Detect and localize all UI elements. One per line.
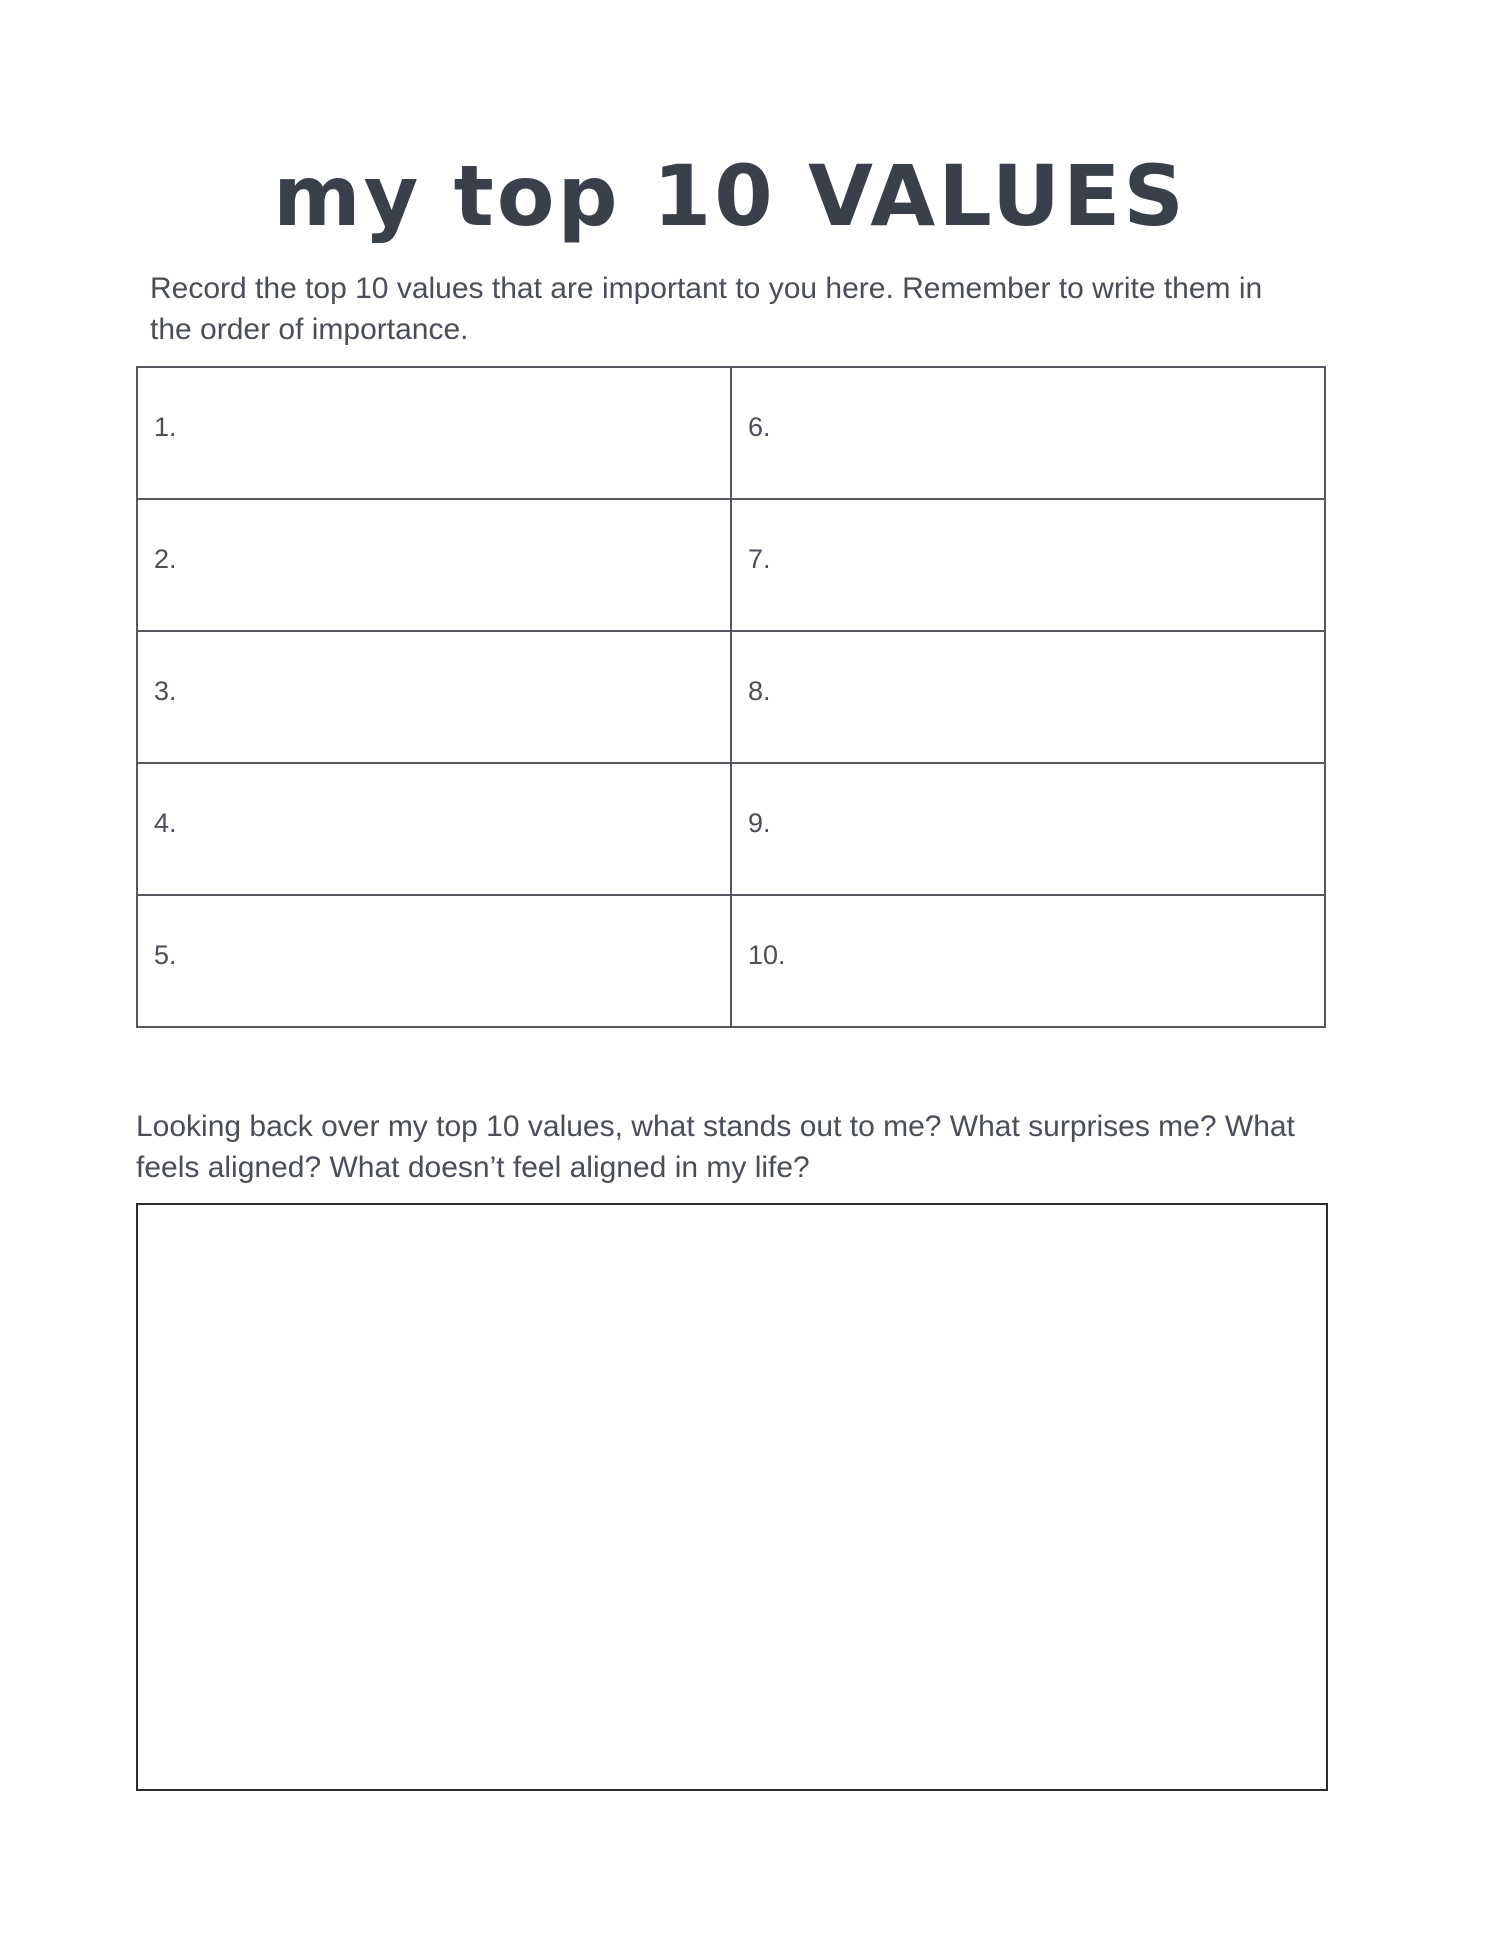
table-row	[137, 631, 1325, 763]
reflection-answer-box[interactable]	[136, 1203, 1328, 1791]
table-row	[137, 499, 1325, 631]
value-slot-2[interactable]	[137, 499, 731, 631]
value-number: 3.	[154, 675, 177, 706]
value-number: 5.	[154, 939, 177, 970]
value-slot-5[interactable]	[137, 895, 731, 1027]
value-slot-6[interactable]	[731, 367, 1325, 499]
page-title: my top 10 VALUES	[273, 147, 1187, 246]
values-table	[136, 366, 1326, 1028]
value-slot-7[interactable]	[731, 499, 1325, 631]
value-slot-3[interactable]	[137, 631, 731, 763]
value-number: 7.	[748, 543, 771, 574]
reflection-prompt: Looking back over my top 10 values, what stands out to me? What surprises me? What feels aligned? What doesn’t feel aligned in my life?	[136, 1110, 1295, 1184]
value-number: 8.	[748, 675, 771, 706]
value-slot-9[interactable]	[731, 763, 1325, 895]
value-slot-1[interactable]	[137, 367, 731, 499]
table-row	[137, 763, 1325, 895]
table-row	[137, 895, 1325, 1027]
value-slot-10[interactable]	[731, 895, 1325, 1027]
value-slot-4[interactable]	[137, 763, 731, 895]
table-row	[137, 367, 1325, 499]
value-number: 10.	[748, 939, 786, 970]
instructions-text: Record the top 10 values that are important to you here. Remember to write them in the order of importance.	[150, 272, 1263, 346]
value-number: 9.	[748, 807, 771, 838]
value-number: 6.	[748, 411, 771, 442]
value-number: 2.	[154, 543, 177, 574]
value-slot-8[interactable]	[731, 631, 1325, 763]
value-number: 1.	[154, 411, 177, 442]
value-number: 4.	[154, 807, 177, 838]
